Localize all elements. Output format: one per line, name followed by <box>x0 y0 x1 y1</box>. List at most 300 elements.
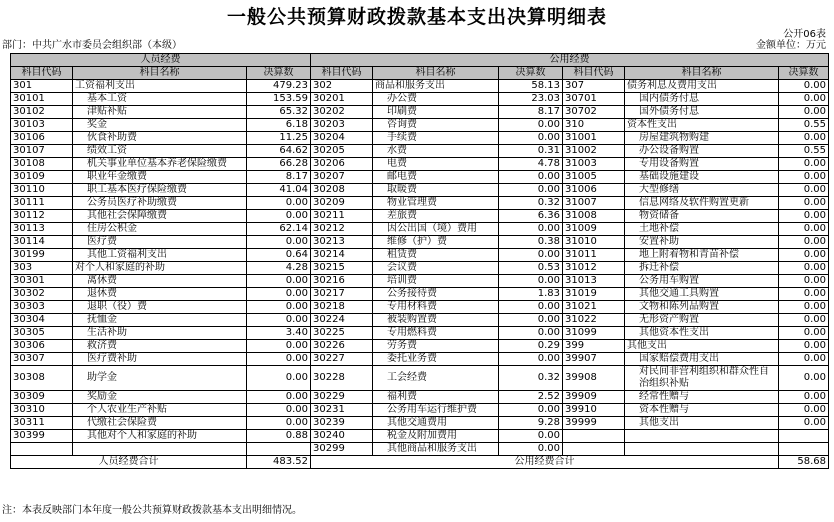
cell-code: 30109 <box>11 171 73 184</box>
cell-name: 物资储备 <box>625 210 779 223</box>
cell-name: 培训费 <box>373 275 499 288</box>
table-row <box>11 430 829 443</box>
cell-amount: 0.00 <box>247 366 311 391</box>
cell-name: 资本性支出 <box>625 119 779 132</box>
table-row <box>11 301 829 314</box>
cell-amount: 0.00 <box>499 223 563 236</box>
cell-code: 30114 <box>11 236 73 249</box>
cell-code: 30102 <box>11 106 73 119</box>
cell-name: 国内债务付息 <box>625 93 779 106</box>
table-row <box>11 391 829 404</box>
cell-name: 伙食补助费 <box>73 132 247 145</box>
cell-name: 公务用车运行维护费 <box>373 404 499 417</box>
cell-code: 30225 <box>311 327 373 340</box>
cell-code: 30112 <box>11 210 73 223</box>
cell-name: 福利费 <box>373 391 499 404</box>
cell-amount: 479.23 <box>247 80 311 93</box>
group-header-row <box>11 54 829 67</box>
cell-amount: 8.17 <box>499 106 563 119</box>
cell-name: 职工基本医疗保险缴费 <box>73 184 247 197</box>
cell-amount: 0.88 <box>247 430 311 443</box>
table-row <box>11 119 829 132</box>
cell-amount: 0.00 <box>779 275 829 288</box>
cell-amount: 0.00 <box>779 132 829 145</box>
cell-amount <box>779 443 829 456</box>
personnel-total-value: 483.52 <box>247 456 311 469</box>
cell-name: 被装购置费 <box>373 314 499 327</box>
cell-name: 大型修缮 <box>625 184 779 197</box>
cell-name: 拆迁补偿 <box>625 262 779 275</box>
cell-amount: 0.00 <box>779 223 829 236</box>
cell-code: 30701 <box>563 93 625 106</box>
cell-amount: 0.00 <box>247 210 311 223</box>
cell-name: 离休费 <box>73 275 247 288</box>
cell-name: 助学金 <box>73 366 247 391</box>
cell-name: 绩效工资 <box>73 145 247 158</box>
cell-code: 310 <box>563 119 625 132</box>
cell-code: 30228 <box>311 366 373 391</box>
table-row <box>11 93 829 106</box>
cell-name: 取暖费 <box>373 184 499 197</box>
cell-name: 个人农业生产补贴 <box>73 404 247 417</box>
cell-amount: 0.00 <box>499 132 563 145</box>
cell-amount: 0.00 <box>499 353 563 366</box>
cell-name: 商品和服务支出 <box>373 80 499 93</box>
col-header-name: 科目名称 <box>373 67 499 80</box>
table-row <box>11 366 829 391</box>
cell-code: 30108 <box>11 158 73 171</box>
column-header-row <box>11 67 829 80</box>
cell-amount: 0.00 <box>779 288 829 301</box>
cell-name: 国外债务付息 <box>625 106 779 119</box>
cell-name: 税金及附加费用 <box>373 430 499 443</box>
cell-code: 30208 <box>311 184 373 197</box>
cell-amount: 0.00 <box>247 404 311 417</box>
cell-code: 30110 <box>11 184 73 197</box>
cell-code: 30399 <box>11 430 73 443</box>
cell-name: 经常性赠与 <box>625 391 779 404</box>
cell-code <box>11 443 73 456</box>
cell-code: 30218 <box>311 301 373 314</box>
cell-amount: 0.00 <box>247 301 311 314</box>
cell-name: 对民间非营利组织和群众性自治组织补贴 <box>625 366 779 391</box>
table-row <box>11 210 829 223</box>
cell-amount: 6.36 <box>499 210 563 223</box>
col-header-amount: 决算数 <box>779 67 829 80</box>
cell-amount: 62.14 <box>247 223 311 236</box>
table-row <box>11 106 829 119</box>
cell-amount: 0.00 <box>779 353 829 366</box>
cell-code: 30226 <box>311 340 373 353</box>
cell-code: 39910 <box>563 404 625 417</box>
cell-amount: 0.32 <box>499 366 563 391</box>
cell-amount: 0.00 <box>779 184 829 197</box>
cell-code: 30304 <box>11 314 73 327</box>
cell-amount: 0.00 <box>499 327 563 340</box>
cell-name: 津贴补贴 <box>73 106 247 119</box>
cell-code: 30199 <box>11 249 73 262</box>
cell-name: 无形资产购置 <box>625 314 779 327</box>
cell-name: 工会经费 <box>373 366 499 391</box>
col-header-name: 科目名称 <box>625 67 779 80</box>
cell-name: 办公费 <box>373 93 499 106</box>
cell-name: 其他交通费用 <box>373 417 499 430</box>
cell-name: 因公出国（境）费用 <box>373 223 499 236</box>
cell-amount: 0.00 <box>779 366 829 391</box>
cell-name: 咨询费 <box>373 119 499 132</box>
cell-amount: 0.00 <box>247 417 311 430</box>
cell-name: 国家赔偿费用支出 <box>625 353 779 366</box>
cell-name: 地上附着物和青苗补偿 <box>625 249 779 262</box>
cell-amount: 0.00 <box>779 340 829 353</box>
public-total-label: 公用经费合计 <box>311 456 779 469</box>
cell-code: 30111 <box>11 197 73 210</box>
table-row <box>11 327 829 340</box>
personnel-total-label: 人员经费合计 <box>11 456 247 469</box>
cell-name: 其他工资福利支出 <box>73 249 247 262</box>
cell-name: 基础设施建设 <box>625 171 779 184</box>
cell-amount: 0.00 <box>499 171 563 184</box>
cell-code: 31009 <box>563 223 625 236</box>
cell-amount: 0.00 <box>247 236 311 249</box>
cell-name: 其他资本性支出 <box>625 327 779 340</box>
cell-amount: 0.00 <box>499 249 563 262</box>
cell-code: 30303 <box>11 301 73 314</box>
cell-name: 其他支出 <box>625 417 779 430</box>
cell-name: 代缴社会保险费 <box>73 417 247 430</box>
cell-name: 公务接待费 <box>373 288 499 301</box>
amount-unit: 金额单位：万元 <box>756 40 826 51</box>
cell-code: 30239 <box>311 417 373 430</box>
cell-amount <box>247 443 311 456</box>
cell-code: 31099 <box>563 327 625 340</box>
cell-amount: 0.00 <box>779 249 829 262</box>
cell-name: 医疗费补助 <box>73 353 247 366</box>
cell-name: 安置补助 <box>625 236 779 249</box>
cell-code: 30229 <box>311 391 373 404</box>
cell-name: 其他商品和服务支出 <box>373 443 499 456</box>
cell-amount: 0.00 <box>779 93 829 106</box>
cell-amount: 0.00 <box>779 210 829 223</box>
cell-code: 30207 <box>311 171 373 184</box>
cell-name: 邮电费 <box>373 171 499 184</box>
cell-code: 303 <box>11 262 73 275</box>
col-header-amount: 决算数 <box>247 67 311 80</box>
cell-name: 退休费 <box>73 288 247 301</box>
cell-name: 会议费 <box>373 262 499 275</box>
cell-name: 奖金 <box>73 119 247 132</box>
table-row <box>11 145 829 158</box>
cell-code: 30204 <box>311 132 373 145</box>
cell-name: 租赁费 <box>373 249 499 262</box>
cell-name: 对个人和家庭的补助 <box>73 262 247 275</box>
table-row <box>11 417 829 430</box>
table-row <box>11 80 829 93</box>
table-row <box>11 404 829 417</box>
cell-name: 公务员医疗补助缴费 <box>73 197 247 210</box>
cell-amount: 0.00 <box>779 106 829 119</box>
cell-amount: 0.00 <box>247 275 311 288</box>
cell-name: 物业管理费 <box>373 197 499 210</box>
cell-amount <box>779 430 829 443</box>
cell-code: 31010 <box>563 236 625 249</box>
cell-amount: 0.00 <box>779 80 829 93</box>
cell-amount: 0.00 <box>247 391 311 404</box>
department-label: 部门：中共广水市委员会组织部（本级） <box>2 40 182 51</box>
cell-name: 信息网络及软件购置更新 <box>625 197 779 210</box>
cell-amount: 0.38 <box>499 236 563 249</box>
table-row <box>11 132 829 145</box>
cell-name: 维修（护）费 <box>373 236 499 249</box>
cell-name: 债务利息及费用支出 <box>625 80 779 93</box>
cell-amount: 0.00 <box>247 288 311 301</box>
cell-amount: 0.00 <box>779 301 829 314</box>
cell-amount: 0.00 <box>779 404 829 417</box>
cell-amount: 0.00 <box>247 353 311 366</box>
cell-amount: 0.00 <box>779 391 829 404</box>
cell-amount: 0.00 <box>499 184 563 197</box>
cell-amount: 0.00 <box>499 443 563 456</box>
cell-name: 住房公积金 <box>73 223 247 236</box>
cell-amount: 0.31 <box>499 145 563 158</box>
cell-name: 医疗费 <box>73 236 247 249</box>
col-header-amount: 决算数 <box>499 67 563 80</box>
cell-code: 30307 <box>11 353 73 366</box>
cell-code: 31021 <box>563 301 625 314</box>
cell-code: 30227 <box>311 353 373 366</box>
cell-name: 抚恤金 <box>73 314 247 327</box>
table-row <box>11 353 829 366</box>
cell-code: 30212 <box>311 223 373 236</box>
cell-name: 工资福利支出 <box>73 80 247 93</box>
cell-name: 其他支出 <box>625 340 779 353</box>
cell-amount: 64.62 <box>247 145 311 158</box>
cell-code: 31003 <box>563 158 625 171</box>
cell-code: 30106 <box>11 132 73 145</box>
cell-code: 30217 <box>311 288 373 301</box>
cell-code: 31006 <box>563 184 625 197</box>
cell-amount: 0.00 <box>499 301 563 314</box>
cell-code: 30202 <box>311 106 373 119</box>
cell-amount: 2.52 <box>499 391 563 404</box>
cell-amount: 0.00 <box>499 275 563 288</box>
cell-name: 救济费 <box>73 340 247 353</box>
report-title: 一般公共预算财政拨款基本支出决算明细表 <box>226 6 607 28</box>
cell-code: 30306 <box>11 340 73 353</box>
cell-code: 39999 <box>563 417 625 430</box>
cell-amount: 0.55 <box>779 145 829 158</box>
cell-code: 31007 <box>563 197 625 210</box>
cell-code: 30310 <box>11 404 73 417</box>
cell-code: 31019 <box>563 288 625 301</box>
cell-amount: 0.55 <box>779 119 829 132</box>
cell-code: 31005 <box>563 171 625 184</box>
cell-name: 印刷费 <box>373 106 499 119</box>
cell-amount: 41.04 <box>247 184 311 197</box>
cell-code <box>563 443 625 456</box>
cell-code: 30209 <box>311 197 373 210</box>
cell-amount: 6.18 <box>247 119 311 132</box>
cell-name: 房屋建筑物购建 <box>625 132 779 145</box>
cell-name: 专用燃料费 <box>373 327 499 340</box>
cell-code: 399 <box>563 340 625 353</box>
cell-code: 30113 <box>11 223 73 236</box>
table-row <box>11 249 829 262</box>
cell-code: 30305 <box>11 327 73 340</box>
cell-amount: 0.00 <box>247 314 311 327</box>
cell-amount: 0.00 <box>499 430 563 443</box>
cell-code: 30702 <box>563 106 625 119</box>
col-header-name: 科目名称 <box>73 67 247 80</box>
cell-amount: 0.00 <box>779 171 829 184</box>
cell-amount: 11.25 <box>247 132 311 145</box>
cell-name: 电费 <box>373 158 499 171</box>
col-header-code: 科目代码 <box>11 67 73 80</box>
cell-code: 31001 <box>563 132 625 145</box>
cell-name: 文物和陈列品购置 <box>625 301 779 314</box>
table-row <box>11 236 829 249</box>
cell-amount: 0.00 <box>779 314 829 327</box>
cell-amount: 0.00 <box>779 158 829 171</box>
table-row <box>11 262 829 275</box>
cell-code: 31011 <box>563 249 625 262</box>
cell-code: 30301 <box>11 275 73 288</box>
cell-amount: 66.28 <box>247 158 311 171</box>
cell-code: 31012 <box>563 262 625 275</box>
col-header-code: 科目代码 <box>563 67 625 80</box>
public-total-value: 58.68 <box>779 456 829 469</box>
table-row <box>11 340 829 353</box>
cell-name: 资本性赠与 <box>625 404 779 417</box>
cell-code <box>563 430 625 443</box>
cell-amount: 4.78 <box>499 158 563 171</box>
cell-name: 生活补助 <box>73 327 247 340</box>
cell-amount: 0.00 <box>247 340 311 353</box>
cell-amount: 0.00 <box>779 417 829 430</box>
cell-code: 30214 <box>311 249 373 262</box>
table-row <box>11 443 829 456</box>
expenditure-table <box>10 53 829 469</box>
cell-amount: 1.83 <box>499 288 563 301</box>
cell-amount: 23.03 <box>499 93 563 106</box>
cell-amount: 0.64 <box>247 249 311 262</box>
cell-code: 31013 <box>563 275 625 288</box>
cell-amount: 9.28 <box>499 417 563 430</box>
cell-name: 奖励金 <box>73 391 247 404</box>
cell-code: 30240 <box>311 430 373 443</box>
cell-code: 30224 <box>311 314 373 327</box>
cell-code: 30203 <box>311 119 373 132</box>
footnote: 注：本表反映部门本年度一般公共预算财政拨款基本支出明细情况。 <box>2 505 302 516</box>
cell-name: 专用材料费 <box>373 301 499 314</box>
cell-amount: 0.00 <box>499 314 563 327</box>
cell-name: 水费 <box>373 145 499 158</box>
cell-code: 30211 <box>311 210 373 223</box>
table-row <box>11 275 829 288</box>
table-row <box>11 184 829 197</box>
cell-code: 31008 <box>563 210 625 223</box>
report-number: 公开06表 <box>783 29 826 40</box>
cell-code: 30206 <box>311 158 373 171</box>
cell-code: 30201 <box>311 93 373 106</box>
cell-name: 劳务费 <box>373 340 499 353</box>
cell-name: 其他社会保障缴费 <box>73 210 247 223</box>
cell-amount: 65.32 <box>247 106 311 119</box>
table-row <box>11 223 829 236</box>
cell-name <box>625 443 779 456</box>
cell-code: 30216 <box>311 275 373 288</box>
cell-amount: 0.00 <box>499 119 563 132</box>
cell-code: 30215 <box>311 262 373 275</box>
cell-name <box>625 430 779 443</box>
cell-name: 专用设备购置 <box>625 158 779 171</box>
cell-amount: 3.40 <box>247 327 311 340</box>
cell-amount: 8.17 <box>247 171 311 184</box>
cell-amount: 0.00 <box>779 197 829 210</box>
cell-code: 30308 <box>11 366 73 391</box>
cell-amount: 58.13 <box>499 80 563 93</box>
cell-code: 30107 <box>11 145 73 158</box>
table-row <box>11 158 829 171</box>
cell-name: 委托业务费 <box>373 353 499 366</box>
personnel-group-header: 人员经费 <box>11 54 311 67</box>
cell-code: 307 <box>563 80 625 93</box>
cell-name: 机关事业单位基本养老保险缴费 <box>73 158 247 171</box>
cell-code: 30213 <box>311 236 373 249</box>
cell-code: 302 <box>311 80 373 93</box>
col-header-code: 科目代码 <box>311 67 373 80</box>
cell-code: 30205 <box>311 145 373 158</box>
cell-code: 30309 <box>11 391 73 404</box>
cell-name: 基本工资 <box>73 93 247 106</box>
cell-code: 39907 <box>563 353 625 366</box>
cell-name <box>73 443 247 456</box>
cell-code: 30101 <box>11 93 73 106</box>
cell-amount: 0.00 <box>779 262 829 275</box>
cell-amount: 0.00 <box>779 327 829 340</box>
cell-amount: 0.32 <box>499 197 563 210</box>
cell-amount: 4.28 <box>247 262 311 275</box>
cell-name: 退职（役）费 <box>73 301 247 314</box>
cell-amount: 0.00 <box>779 236 829 249</box>
cell-amount: 0.53 <box>499 262 563 275</box>
cell-code: 31002 <box>563 145 625 158</box>
cell-name: 其他对个人和家庭的补助 <box>73 430 247 443</box>
totals-row <box>11 456 829 469</box>
cell-name: 公务用车购置 <box>625 275 779 288</box>
cell-name: 手续费 <box>373 132 499 145</box>
cell-code: 301 <box>11 80 73 93</box>
cell-name: 差旅费 <box>373 210 499 223</box>
cell-code: 39908 <box>563 366 625 391</box>
cell-amount: 0.29 <box>499 340 563 353</box>
cell-name: 职业年金缴费 <box>73 171 247 184</box>
cell-name: 其他交通工具购置 <box>625 288 779 301</box>
table-row <box>11 288 829 301</box>
cell-code: 30231 <box>311 404 373 417</box>
table-row <box>11 197 829 210</box>
cell-code: 30302 <box>11 288 73 301</box>
table-row <box>11 314 829 327</box>
cell-amount: 0.00 <box>247 197 311 210</box>
cell-name: 办公设备购置 <box>625 145 779 158</box>
cell-amount: 0.00 <box>499 404 563 417</box>
cell-name: 土地补偿 <box>625 223 779 236</box>
cell-code: 31022 <box>563 314 625 327</box>
table-row <box>11 171 829 184</box>
cell-code: 30103 <box>11 119 73 132</box>
cell-code: 39909 <box>563 391 625 404</box>
